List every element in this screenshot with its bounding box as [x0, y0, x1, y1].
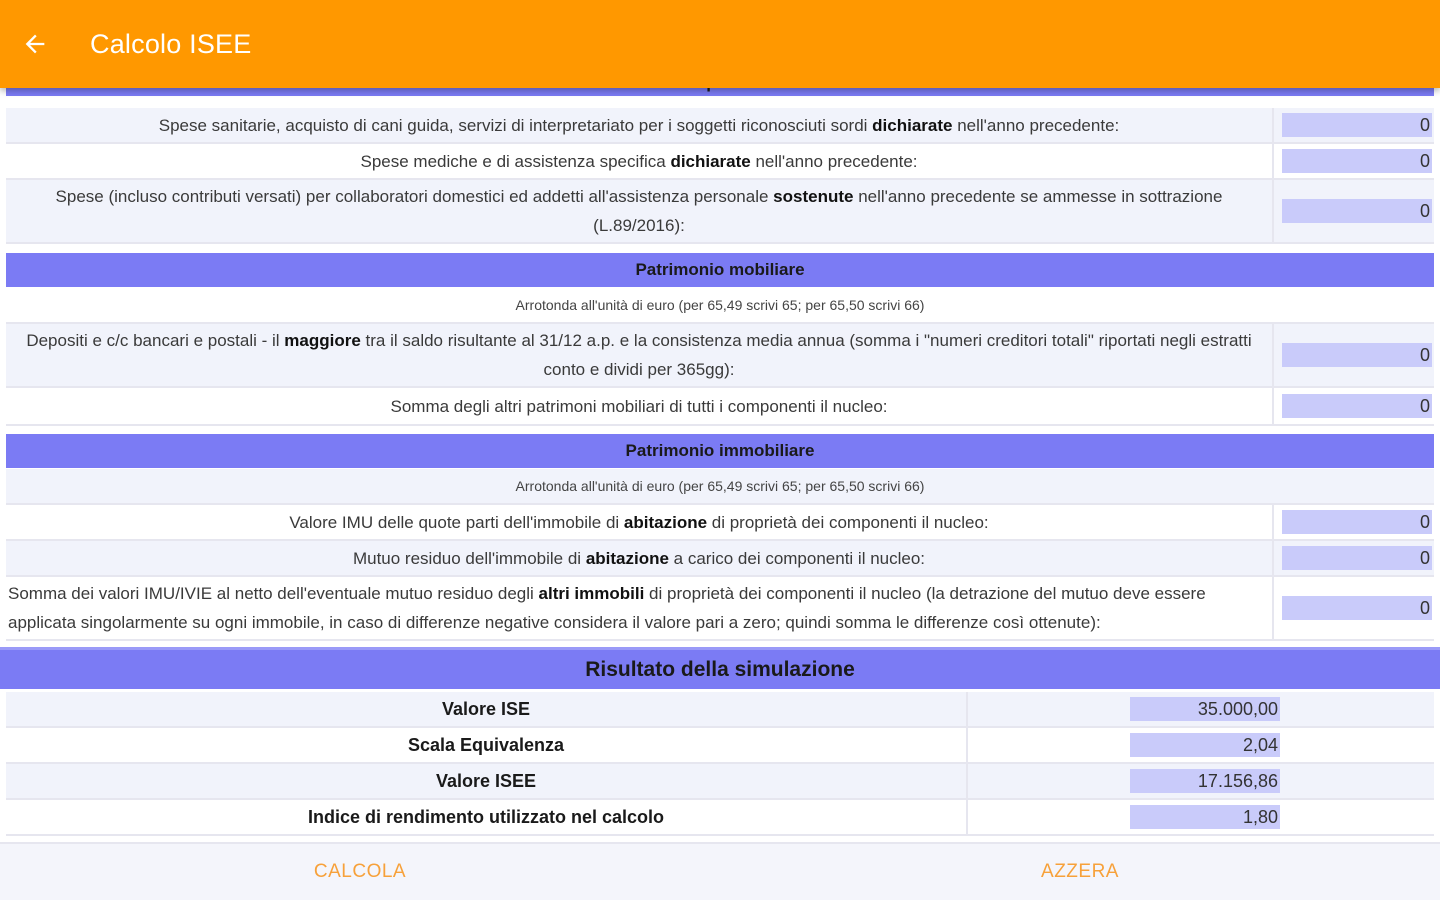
row-label: Mutuo residuo dell'immobile di abitazione a carico dei componenti il nucleo: [6, 541, 1274, 575]
result-value-scala-equivalenza: 2,04 [1130, 733, 1280, 757]
result-value-valore-ise: 35.000,00 [1130, 697, 1280, 721]
form-row-spese-sanitarie [6, 108, 1434, 144]
row-label: Depositi e c/c bancari e postali - il maggiore tra il saldo risultante al 31/12 a.p. e la consistenza media annua (somma i "numeri creditori totali" riportati negli estratti conto e dividi per 365gg): [6, 324, 1274, 386]
altri-mobiliari-input[interactable]: 0 [1282, 394, 1432, 418]
form-row-spese-collaboratori [6, 180, 1434, 244]
result-row-indice-rendimento [6, 800, 1434, 836]
back-button[interactable] [0, 0, 70, 88]
azzera-button[interactable]: AZZERA [1041, 861, 1119, 882]
result-value-indice-rendimento: 1,80 [1130, 805, 1280, 829]
rounding-note: Arrotonda all'unità di euro (per 65,49 scrivi 65; per 65,50 scrivi 66) [6, 288, 1434, 324]
altri-immobili-input[interactable]: 0 [1282, 596, 1432, 620]
imu-abitazione-input[interactable]: 0 [1282, 510, 1432, 534]
section-header-immobiliare [6, 434, 1434, 468]
row-label: Spese (incluso contributi versati) per collaboratori domestici ed addetti all'assistenza personale sostenute nell'anno precedente se ammesse in sottrazione (L.89/2016): [6, 180, 1274, 242]
section-header-risultato [0, 647, 1440, 689]
spese-mediche-input[interactable]: 0 [1282, 149, 1432, 173]
form-row-depositi [6, 324, 1434, 388]
row-label: Spese mediche e di assistenza specifica dichiarate nell'anno precedente: [6, 144, 1274, 178]
form-row-altri-immobili [6, 577, 1434, 641]
spese-collaboratori-input[interactable]: 0 [1282, 199, 1432, 223]
result-row-valore-isee [6, 764, 1434, 800]
arrow-left-icon [21, 30, 49, 58]
result-label: Valore ISEE [6, 764, 968, 798]
form-row-mutuo-abitazione [6, 541, 1434, 577]
depositi-input[interactable]: 0 [1282, 343, 1432, 367]
rounding-note: Arrotonda all'unità di euro (per 65,49 scrivi 65; per 65,50 scrivi 66) [6, 469, 1434, 505]
section-title: Patrimonio immobiliare [625, 441, 815, 460]
result-row-valore-ise [6, 692, 1434, 728]
result-label: Scala Equivalenza [6, 728, 968, 762]
section-header-mobiliare [6, 253, 1434, 287]
result-value-valore-isee: 17.156,86 [1130, 769, 1280, 793]
row-label: Somma dei valori IMU/IVIE al netto dell'eventuale mutuo residuo degli altri immobili di proprietà dei componenti il nucleo (la detrazione del mutuo deve essere applicata singolarmente su ogni immobile, in caso di differenze negative considera il valore pari a zero; quindi somma le differenze così ottenute): [6, 577, 1274, 639]
spese-sanitarie-input[interactable]: 0 [1282, 113, 1432, 137]
app-bar [0, 0, 1440, 88]
row-label: Spese sanitarie, acquisto di cani guida, servizi di interpretariato per i soggetti riconosciuti sordi dichiarate nell'anno precedente: [6, 108, 1274, 142]
form-row-altri-mobiliari [6, 388, 1434, 426]
result-row-scala-equivalenza [6, 728, 1434, 764]
form-row-spese-mediche [6, 144, 1434, 180]
page-title: Calcolo ISEE [90, 28, 252, 59]
calcola-button[interactable]: CALCOLA [313, 861, 407, 882]
section-title: Patrimonio mobiliare [635, 260, 805, 279]
mutuo-abitazione-input[interactable]: 0 [1282, 546, 1432, 570]
section-title: Risultato della simulazione [585, 657, 855, 681]
form-row-imu-abitazione [6, 505, 1434, 541]
row-label: Somma degli altri patrimoni mobiliari di tutti i componenti il nucleo: [6, 388, 1274, 424]
form-scroll-area[interactable] [0, 70, 1440, 900]
row-label: Valore IMU delle quote parti dell'immobile di abitazione di proprietà dei componenti il nucleo: [6, 505, 1274, 539]
result-label: Indice di rendimento utilizzato nel calcolo [6, 800, 968, 834]
result-label: Valore ISE [6, 692, 968, 726]
action-bar [0, 842, 1440, 900]
